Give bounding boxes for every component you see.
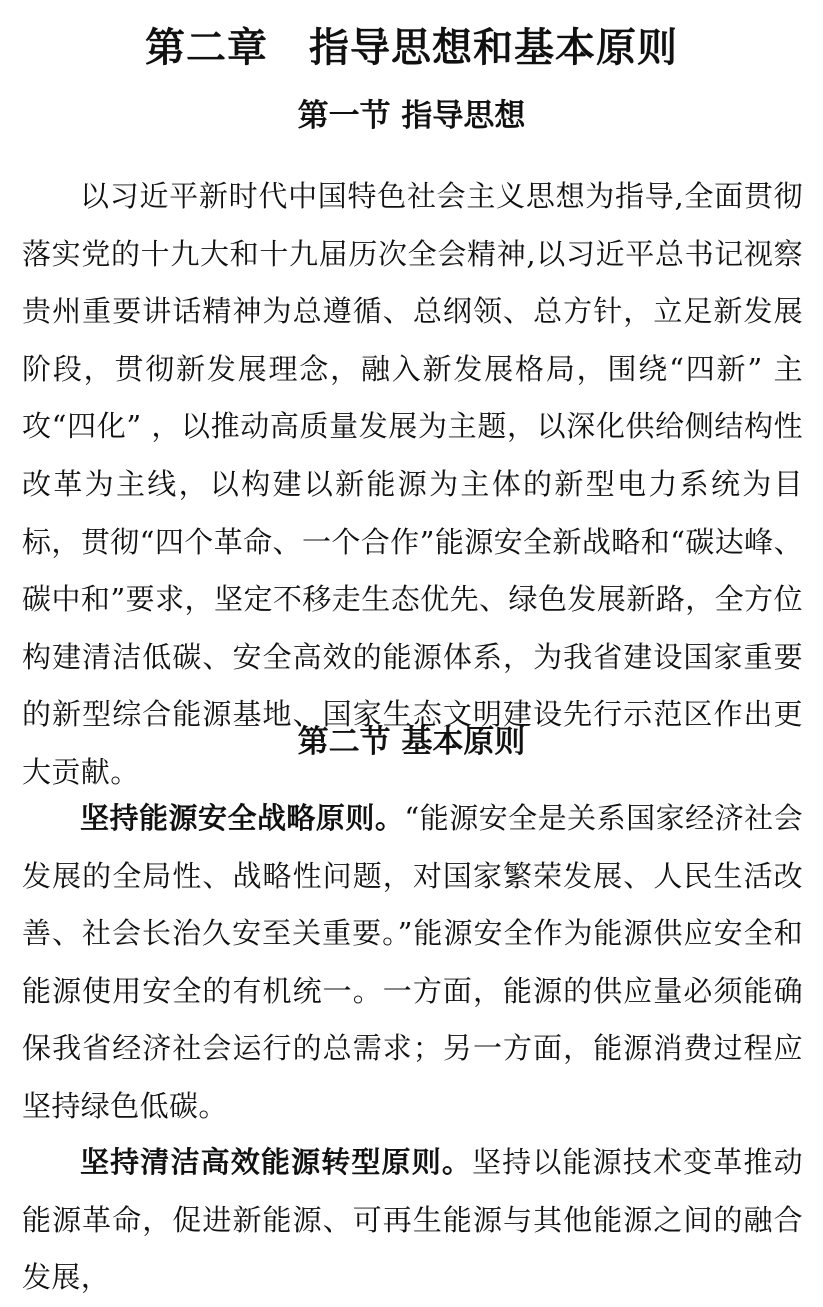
- paragraph-text: “能源安全是关系国家经济社会发展的全局性、战略性问题，对国家繁荣发展、人民生活改善、社会长治久安至关重要。”能源安全作为能源供应安全和能源使用安全的有机统一。一方面，能源的供应量必须能确保我省经济社会运行的总需求；另一方面，能源消费过程应坚持绿色低碳。: [22, 801, 803, 1123]
- chapter-title: 第二章 指导思想和基本原则: [145, 24, 678, 71]
- paragraph-guiding-ideology: [22, 168, 803, 802]
- paragraph-energy-security-principle: [22, 790, 803, 1136]
- principle-lead-heading: 坚持清洁高效能源转型原则。: [80, 1145, 473, 1179]
- paragraph-clean-energy-transition-principle: [22, 1134, 803, 1307]
- paragraph-text: 坚持以能源技术变革推动能源革命，促进新能源、可再生能源与其他能源之间的融合发展，: [22, 1145, 803, 1295]
- paragraph-text: 以习近平新时代中国特色社会主义思想为指导,全面贯彻落实党的十九大和十九届历次全会精神,以习近平总书记视察贵州重要讲话精神为总遵循、总纲领、总方针，立足新发展阶段，贯彻新发展理念，融入新发展格局，围绕“四新” 主攻“四化” ，以推动高质量发展为主题，以深化供给侧结构性改革为主线，以构建以新能源为主体的新型电力系统为目标，贯彻“四个革命、一个合作”能源安全新战略和“碳达峰、碳中和”要求，坚定不移走生态优先、绿色发展新路，全方位构建清洁低碳、安全高效的能源体系，为我省建设国家重要的新型综合能源基地、国家生态文明建设先行示范区作出更大贡献。: [22, 179, 803, 789]
- section-title-guiding-ideology: 第一节 指导思想: [297, 98, 526, 134]
- principle-lead-heading: 坚持能源安全战略原则。: [80, 801, 405, 835]
- section-title-basic-principles: 第二节 基本原则: [297, 724, 526, 760]
